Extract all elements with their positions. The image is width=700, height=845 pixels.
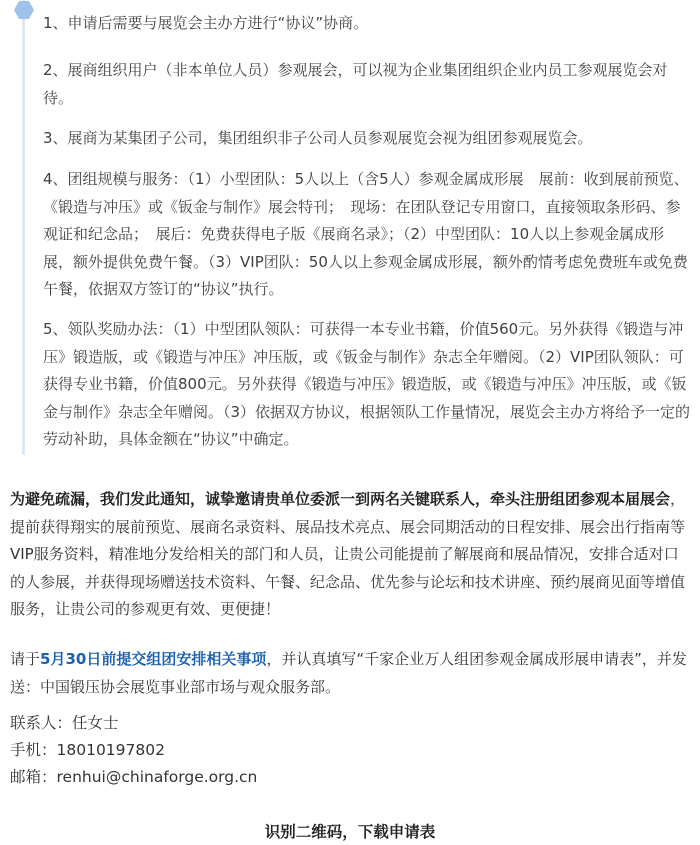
deadline-prefix: 请于 — [10, 650, 41, 668]
qr-caption: 识别二维码，下载申请表 — [264, 823, 436, 841]
contact-email: 邮箱：renhui@chinaforge.org.cn — [10, 768, 258, 786]
clause-4: 4、团组规模与服务：（1）小型团队：5人以上（含5人）参观金属成形展 展前：收到展前预览、《锻造与冲压》或《钣金与制作》展会特刊； 现场：在团队登记专用窗口，直接领取条形码、参观证和纪念品； 展后：免费获得电子版《展商名录》；（2）中型团队：10人以上参观金属成形展，额外提供免费午餐。（3）VIP团队：50人以上参观金属成形展，额外酌情考虑免费班车或免费午餐，依据双方签订的“协议”执行。 — [43, 170, 689, 298]
clause-3: 3、展商为某集团子公司，集团组织非子公司人员参观展览会视为组团参观展览会。 — [43, 129, 593, 147]
notice-bold: 为避免疏漏，我们发此通知，诚挚邀请贵单位委派一到两名关键联系人，牵头注册组团参观本届展会 — [10, 490, 671, 508]
notice-rest: ，提前获得翔实的展前预览、展商名录资料、展品技术亮点、展会同期活动的日程安排、展会出行指南等VIP服务资料，精准地分发给相关的部门和人员，让贵公司能提前了解展商和展品情况，安排合适对口的人参展，并获得现场赠送技术资料、午餐、纪念品、优先参与论坛和技术讲座、预约展商见面等增值服务，让贵公司的参观更有效、更便捷！ — [10, 490, 686, 618]
quote-bar — [22, 0, 25, 455]
deadline-paragraph — [10, 646, 692, 701]
clause-1: 1、申请后需要与展览会主办方进行“协议”协商。 — [43, 14, 369, 32]
notice-paragraph — [10, 486, 692, 624]
clause-5: 5、领队奖励办法：（1）中型团队领队：可获得一本专业书籍，价值560元。另外获得《锻造与冲压》锻造版，或《锻造与冲压》冲压版，或《钣金与制作》杂志全年赠阅。（2）VIP团队领队：可获得专业书籍，价值800元。另外获得《锻造与冲压》锻造版，或《锻造与冲压》冲压版，或《钣金与制作》杂志全年赠阅。（3）依据双方协议，根据领队工作量情况，展览会主办方将给予一定的劳动补助，具体金额在“协议”中确定。 — [43, 320, 691, 448]
clause-2: 2、展商组织用户（非本单位人员）参观展会，可以视为企业集团组织企业内员工参观展览会对待。 — [43, 61, 668, 107]
contact-person: 联系人：任女士 — [10, 714, 119, 732]
deadline-highlight: 5月30日前提交组团安排相关事项 — [40, 650, 267, 668]
deadline-suffix: ，并认真填写“千家企业万人组团参观金属成形展申请表”，并发送：中国锻压协会展览事业部市场与观众服务部。 — [10, 650, 687, 696]
hexagon-icon — [13, 0, 35, 20]
contact-phone: 手机：18010197802 — [10, 741, 165, 759]
